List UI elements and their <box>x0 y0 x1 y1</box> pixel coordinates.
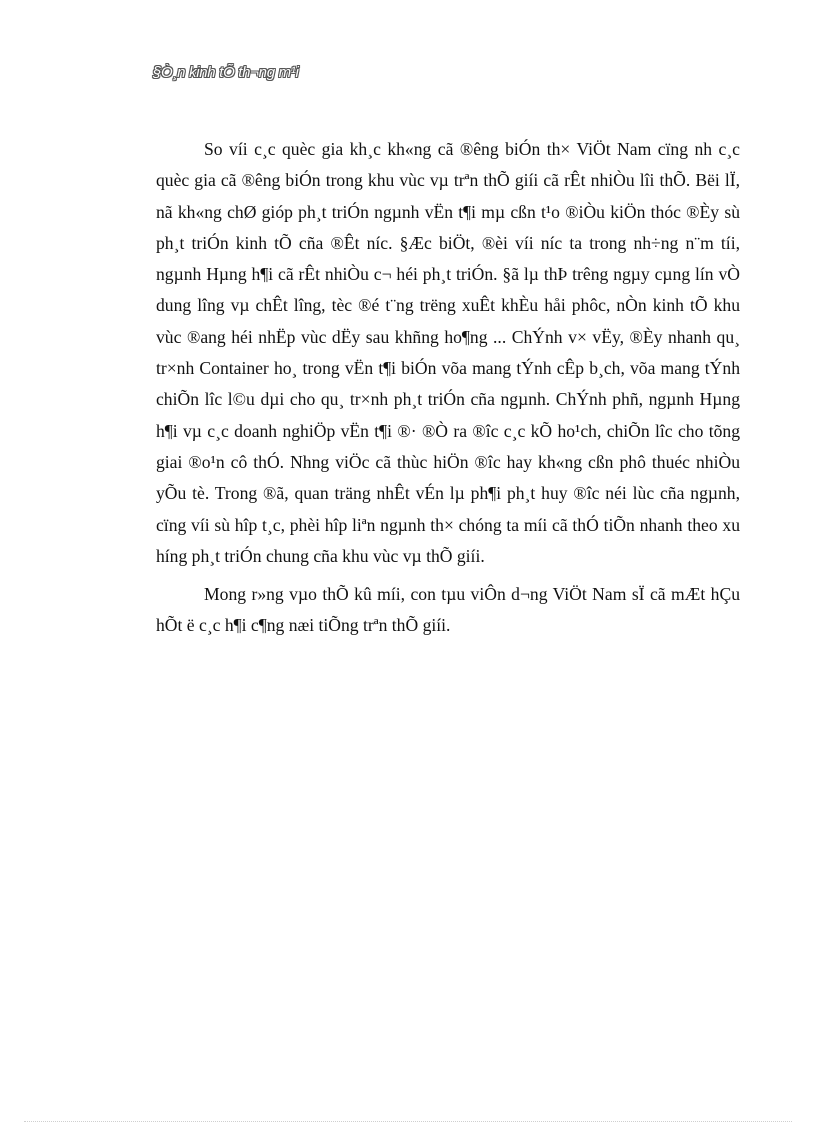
page-bottom-divider <box>24 1121 792 1122</box>
paragraph-1: So víi c¸c quèc gia kh¸c kh«ng cã ®êng biÓn th× ViÖt Nam cïng nh c¸c quèc gia cã ®êng biÓn trong khu vùc vµ trªn thÕ giíi cã rÊt nhiÒu lîi thÕ. Bëi lÏ, nã kh«ng chØ gióp ph¸t triÓn ngµnh vËn t¶i mµ cßn t¹o ®iÒu kiÖn thóc ®Èy sù ph¸t triÓn kinh tÕ cña ®Êt níc. §Æc biÖt, ®èi víi níc ta trong nh÷ng n¨m tíi, ngµnh Hµng h¶i cã rÊt nhiÒu c¬ héi ph¸t triÓn. §ã lµ thÞ trêng ngµy cµng lín vÒ dung lîng vµ chÊt lîng, tèc ®é t¨ng trëng xuÊt khÈu håi phôc, nÒn kinh tÕ khu vùc ®ang héi nhËp vùc dËy sau khñng ho¶ng ... ChÝnh v× vËy, ®Èy nhanh qu¸ tr×nh Container ho¸ trong vËn t¶i biÓn võa mang tÝnh cÊp b¸ch, võa mang tÝnh chiÕn lîc l©u dµi cho qu¸ tr×nh ph¸t triÓn cña ngµnh. ChÝnh phñ, ngµnh Hµng h¶i vµ c¸c doanh nghiÖp vËn t¶i ®· ®Ò ra ®îc c¸c kÕ ho¹ch, chiÕn lîc cho tõng giai ®o¹n cô thÓ. Nhng viÖc cã thùc hiÖn ®îc hay kh«ng cßn phô thuéc nhiÒu yÕu tè. Trong ®ã, quan träng nhÊt vÉn lµ ph¶i ph¸t huy ®îc néi lùc cña ngµnh, cïng víi sù hîp t¸c, phèi hîp liªn ngµnh th× chóng ta míi cã thÓ tiÕn nhanh theo xu híng ph¸t triÓn chung cña khu vùc vµ thÕ giíi. <box>156 139 740 566</box>
body-text <box>156 134 740 642</box>
paragraph-2: Mong r»ng vµo thÕ kû míi, con tµu viÔn d¬ng ViÖt Nam sÏ cã mÆt hÇu hÕt ë c¸c h¶i c¶ng næi tiÕng trªn thÕ giíi. <box>156 584 740 636</box>
running-header: §Ò¸n kinh tÕ th¬ng m¹i <box>153 64 299 81</box>
